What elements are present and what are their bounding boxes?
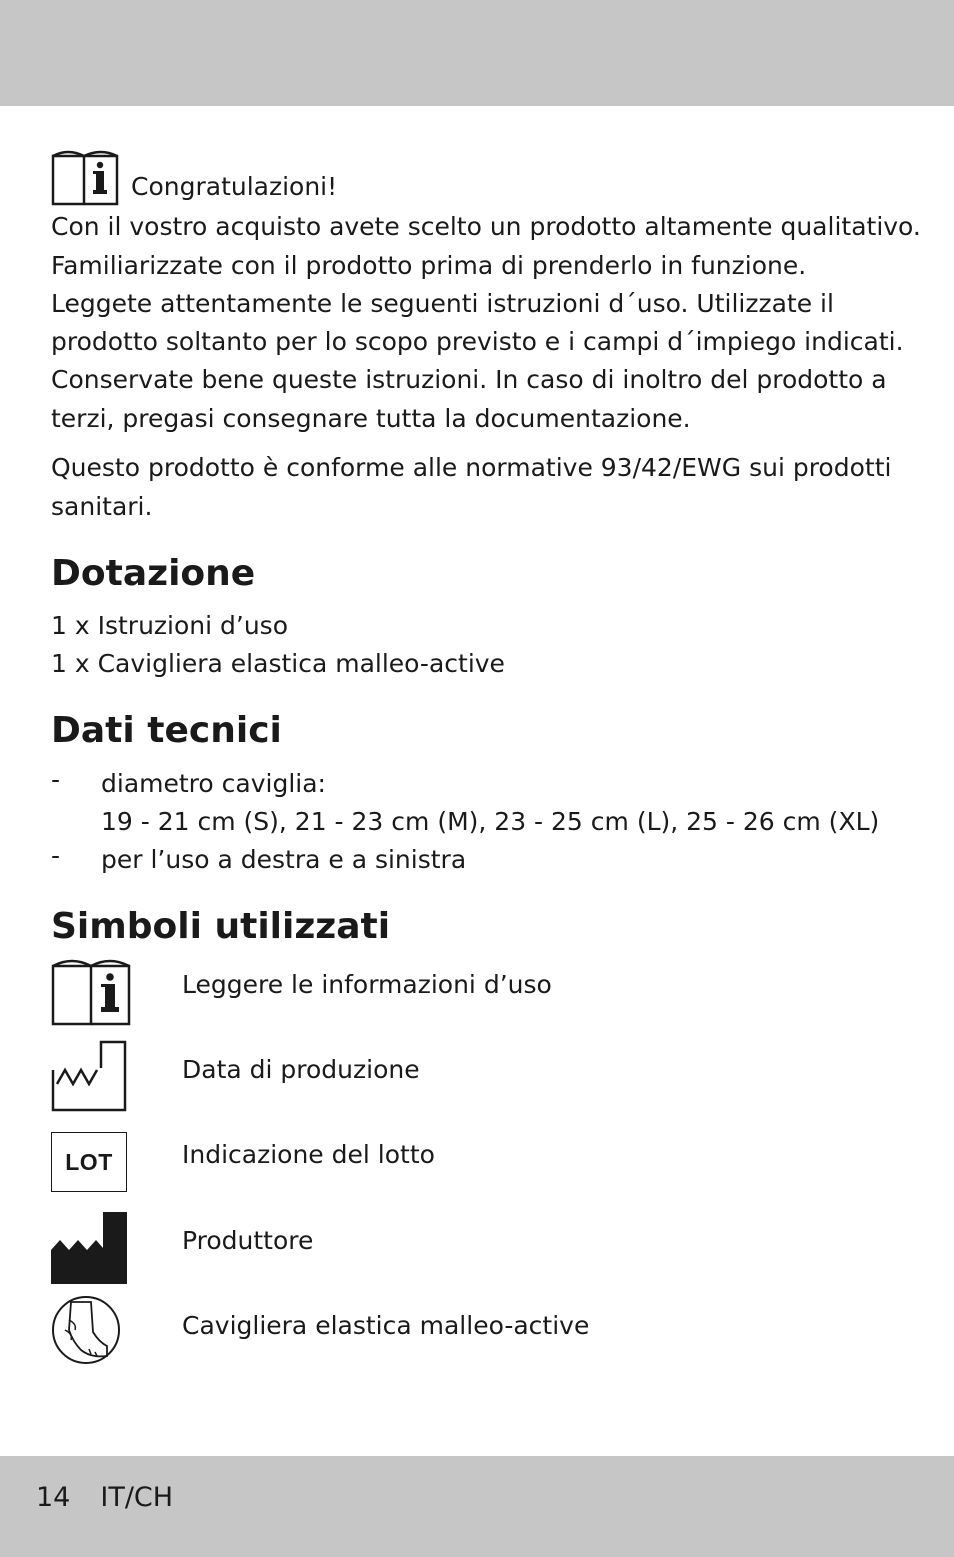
ankle-support-icon <box>51 1294 123 1370</box>
lot-icon-text: LOT <box>65 1148 113 1175</box>
intro-line: prodotto soltanto per lo scopo previsto e i campi d´impiego indicati. <box>51 327 904 356</box>
intro-line: terzi, pregasi consegnare tutta la documentazione. <box>51 404 691 433</box>
intro-line: Familiarizzate con il prodotto prima di prenderlo in funzione. <box>51 251 807 280</box>
intro-heading: Congratulazioni! <box>131 172 338 201</box>
conformity-line: Questo prodotto è conforme alle normative 93/42/EWG sui prodotti <box>51 453 892 482</box>
section-title-simboli: Simboli utilizzati <box>51 906 391 947</box>
page-footer <box>36 1482 203 1513</box>
spec-line: 19 - 21 cm (S), 21 - 23 cm (M), 23 - 25 cm (L), 25 - 26 cm (XL) <box>101 807 880 836</box>
lot-icon <box>51 1132 127 1192</box>
bullet-dash: - <box>51 841 61 870</box>
list-item: 1 x Istruzioni d’uso <box>51 611 288 640</box>
bullet-dash: - <box>51 765 61 794</box>
info-book-icon <box>51 150 121 210</box>
symbol-label: Leggere le informazioni d’uso <box>182 970 552 999</box>
spec-line: diametro caviglia: <box>101 769 326 798</box>
top-band <box>0 0 954 106</box>
intro-line: Con il vostro acquisto avete scelto un prodotto altamente qualitativo. <box>51 212 921 241</box>
info-book-icon <box>51 958 133 1032</box>
manufacturer-icon <box>51 1210 127 1288</box>
symbol-row <box>51 1132 911 1212</box>
intro-line: Leggete attentamente le seguenti istruzioni d´uso. Utilizzate il <box>51 289 834 318</box>
symbol-label: Produttore <box>182 1226 314 1255</box>
section-title-dotazione: Dotazione <box>51 553 256 594</box>
symbol-row <box>51 1040 911 1120</box>
symbol-row <box>51 1294 911 1374</box>
symbol-label: Data di produzione <box>182 1055 420 1084</box>
list-item: 1 x Cavigliera elastica malleo-active <box>51 649 505 678</box>
symbol-row <box>51 958 911 1038</box>
spec-line: per l’uso a destra e a sinistra <box>101 845 467 874</box>
section-title-dati-tecnici: Dati tecnici <box>51 710 282 751</box>
symbol-label: Cavigliera elastica malleo-active <box>182 1311 590 1340</box>
conformity-line: sanitari. <box>51 492 153 521</box>
intro-line: Conservate bene queste istruzioni. In caso di inoltro del prodotto a <box>51 365 887 394</box>
locale-code: IT/CH <box>100 1482 174 1513</box>
manufacture-date-icon <box>51 1040 127 1116</box>
page-number: 14 <box>36 1482 71 1513</box>
symbol-row <box>51 1210 911 1290</box>
symbol-label: Indicazione del lotto <box>182 1140 435 1169</box>
